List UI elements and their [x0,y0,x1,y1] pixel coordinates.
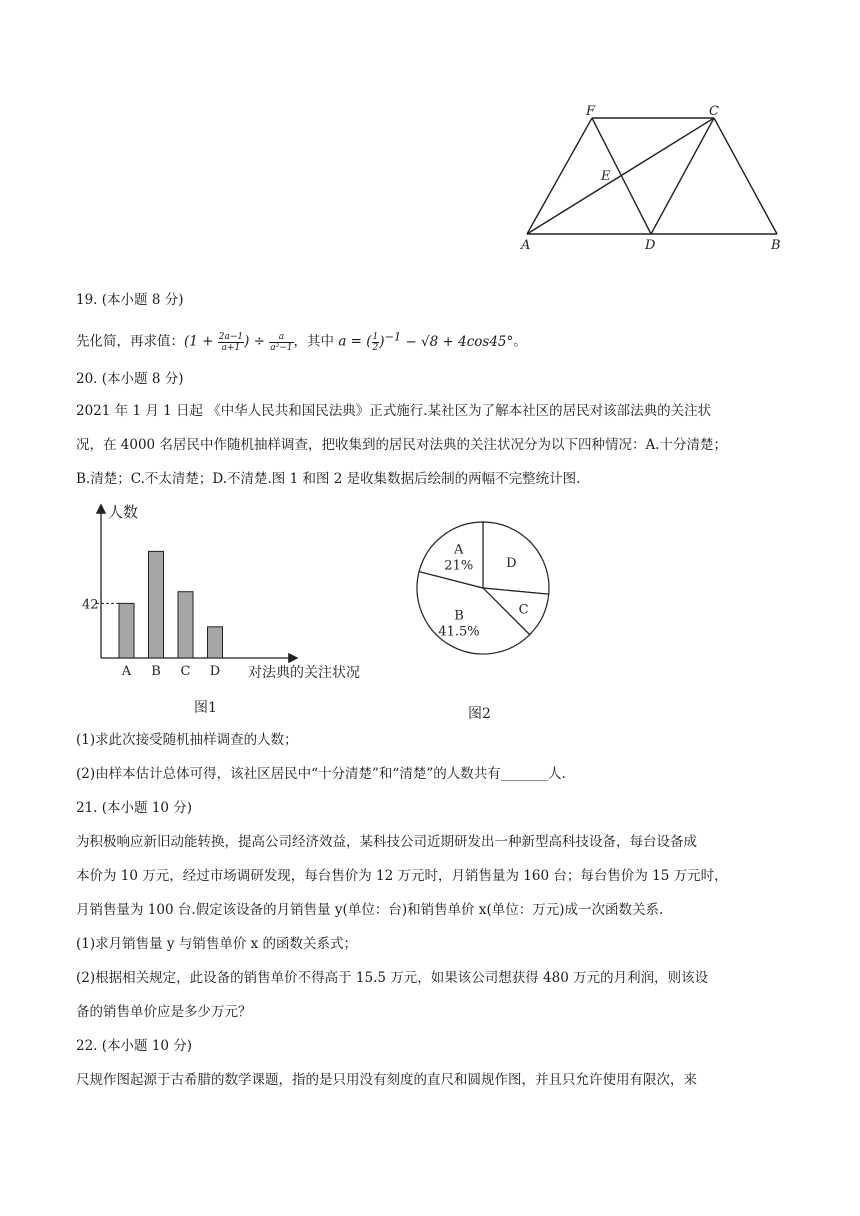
segment-cb [714,118,777,234]
pie-label-d: D [506,556,517,572]
q19-prefix: 先化简，再求值： [76,333,184,350]
q19-expr-div: ) ÷ [244,333,270,350]
label-a: A [521,238,531,252]
pie-label-b: B [454,608,464,624]
q21-sub2b: 备的销售单价应是多少万元？ [76,1004,252,1020]
q21-line3: 月销售量为 100 台.假定该设备的月销售量 y(单位：台)和销售单价 x(单位：万元)成一次函数关系. [76,902,664,918]
q19-header: 19. (本小题 8 分) [76,292,184,308]
q20-header: 20. (本小题 8 分) [76,371,184,387]
label-c: C [709,104,719,119]
q19-suffix: 。 [513,333,527,350]
x-tick-label-b: B [151,664,161,679]
q21-sub1: (1)求月销售量 y 与销售单价 x 的函数关系式； [76,936,358,952]
q21-sub2a: (2)根据相关规定，此设备的销售单价不得高于 15.5 万元，如果该公司想获得 480 万元的月利润，则该设 [76,970,709,986]
q19-middle: ，其中 [293,333,339,350]
label-b: B [771,238,781,252]
segment-cd [651,118,714,234]
q19-frac1: $\frac{2a-1}{a+1}$ [218,331,244,353]
pie-chart [400,520,570,725]
y-axis-label: 人数 [108,503,139,521]
segment-af [527,118,592,234]
pie-label-a: A [454,542,464,558]
q19-value-rest: )$^{-1}$ − √8 + 4cos45° [379,330,514,350]
bar-d [208,627,223,658]
q20-sub1: (1)求此次接受随机抽样调查的人数； [76,732,298,748]
x-tick-label-d: D [209,664,221,679]
y-tick-label-42: 42 [82,597,99,613]
q20-sub2: (2)由样本估计总体可得，该社区居民中“十分清楚”和“清楚”的人数共有_______人. [76,766,566,782]
bar-a [119,603,134,658]
q19-statement [76,323,788,356]
bar-c [178,592,193,658]
figure-2-caption: 图2 [468,706,491,722]
label-d: D [645,238,656,252]
x-axis-label: 对法典的关注状况 [248,665,360,681]
q20-line2: 况，在 4000 名居民中作随机抽样调查，把收集到的居民对法典的关注状况分为以下四种情况：A.十分清楚； [76,437,727,453]
label-f: F [586,104,596,119]
q21-line1: 为积极响应新旧动能转换，提高公司经济效益，某科技公司近期研发出一种新型高科技设备，每台设备成 [76,834,697,850]
q19-value-open: a = ( [338,333,372,350]
q19-half: $\frac{1}{2}$ [372,331,379,353]
geometry-figure [515,100,795,252]
pie-percent-a: 21% [444,558,474,574]
segment-ac [527,118,714,234]
x-tick-label-c: C [180,664,191,679]
q21-line2: 本价为 10 万元，经过市场调研发现，每台售价为 12 万元时，月销售量为 160 台；每台售价为 15 万元时， [76,868,728,884]
pie-percent-b: 41.5% [438,624,480,640]
bar-chart [76,500,386,725]
x-tick-label-a: A [121,664,132,679]
figure-1-caption: 图1 [194,700,217,716]
q19-expr-open: (1 + [184,333,218,350]
q20-line3: B.清楚；C.不太清楚；D.不清楚.图 1 和图 2 是收集数据后绘制的两幅不完整统计图. [76,471,581,487]
q20-line1: 2021 年 1 月 1 日起 《中华人民共和国民法典》正式施行.某社区为了解本社区的居民对该部法典的关注状 [76,403,712,419]
q22-header: 22. (本小题 10 分) [76,1038,193,1054]
q22-line1: 尺规作图起源于古希腊的数学课题，指的是只用没有刻度的直尺和圆规作图，并且只允许使用有限次，来 [76,1072,697,1088]
q21-header: 21. (本小题 10 分) [76,800,193,816]
q19-frac2: $\frac{a}{\text{a²−1}}$ [270,331,293,353]
pie-label-c: C [518,602,529,618]
bar-b [149,551,164,658]
label-e: E [601,169,611,184]
